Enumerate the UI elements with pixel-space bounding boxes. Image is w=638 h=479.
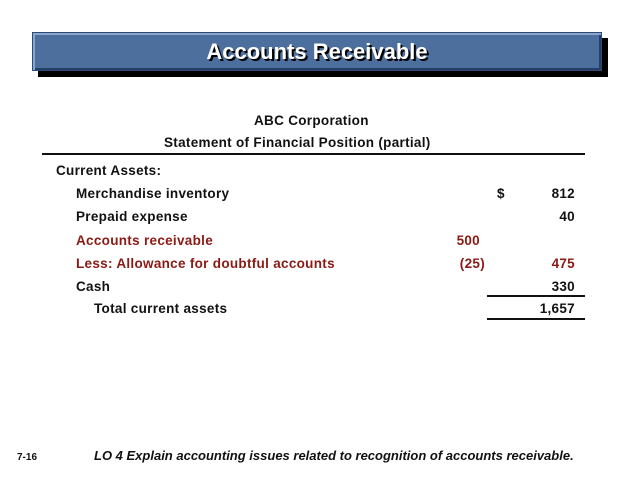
row-label: Accounts receivable: [76, 233, 214, 248]
section-label: Current Assets:: [56, 163, 162, 178]
row-mid-amount: (25): [459, 256, 485, 271]
subtotal-rule: [487, 295, 585, 297]
header-rule: [42, 153, 585, 155]
row-amount: 812: [551, 186, 575, 201]
row-amount: 330: [551, 279, 575, 294]
statement-title: Statement of Financial Position (partial): [164, 135, 431, 150]
row-label: Cash: [76, 279, 111, 294]
row-currency: $: [497, 186, 505, 201]
total-amount: 1,657: [539, 301, 575, 316]
total-rule: [487, 318, 585, 320]
learning-objective: LO 4 Explain accounting issues related to recognition of accounts receivable.: [94, 448, 574, 463]
row-amount: 40: [559, 209, 575, 224]
page-number: 7-16: [17, 452, 38, 463]
row-amount: 475: [551, 256, 575, 271]
row-label: Merchandise inventory: [76, 186, 230, 201]
total-label: Total current assets: [94, 301, 228, 316]
row-mid-amount: 500: [456, 233, 480, 248]
slide-title: Accounts Receivable: [206, 39, 428, 64]
row-label: Less: Allowance for doubtful accounts: [76, 256, 335, 271]
company-name: ABC Corporation: [254, 113, 369, 128]
row-label: Prepaid expense: [76, 209, 188, 224]
